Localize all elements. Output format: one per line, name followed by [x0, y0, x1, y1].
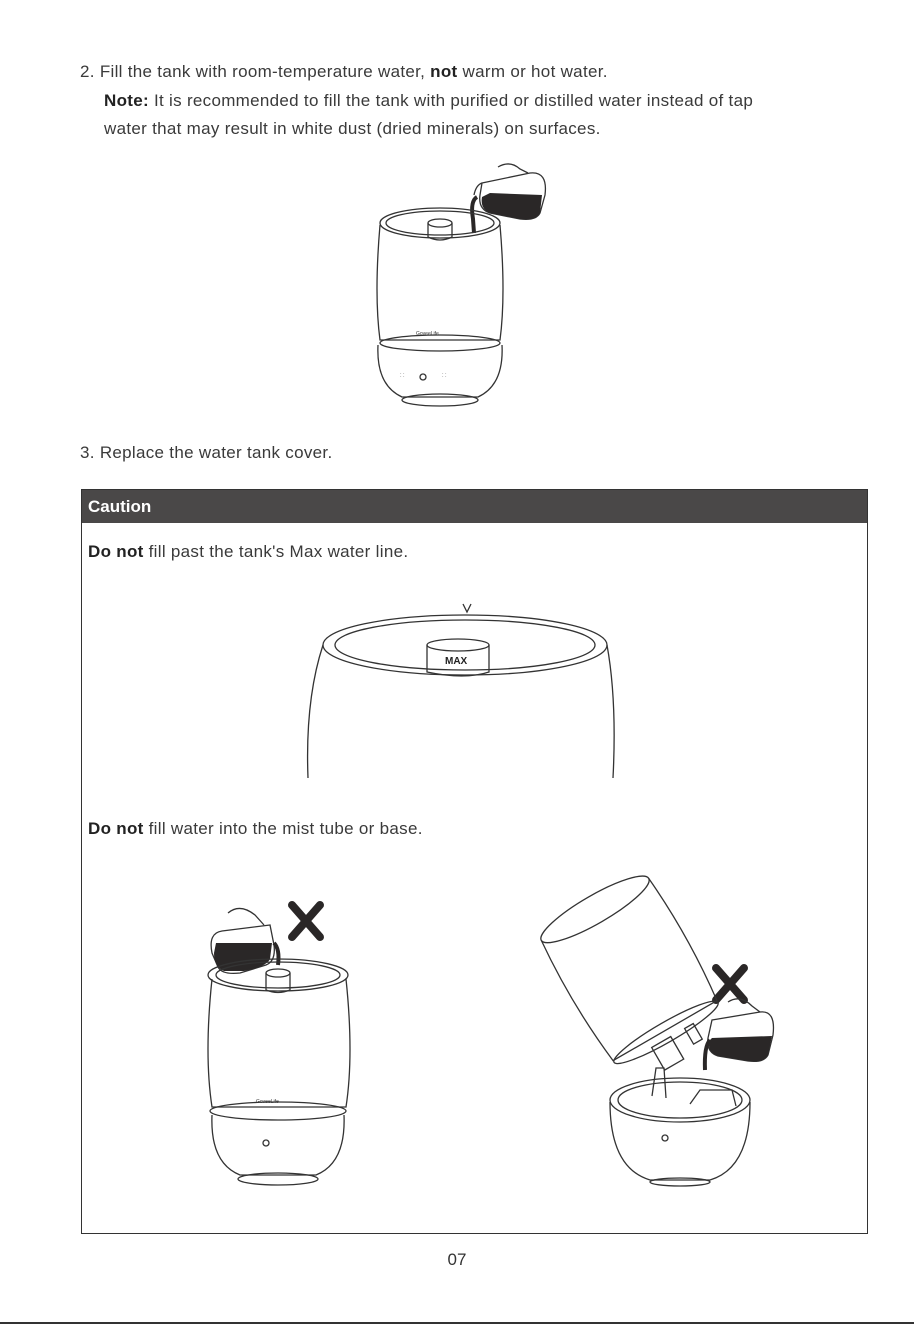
caution-item-2: [88, 818, 423, 840]
step-number: 2.: [80, 62, 95, 81]
base-wrong-illustration: [540, 890, 780, 1190]
step3-line: [80, 442, 332, 464]
step-number: 3.: [80, 443, 95, 462]
svg-text:⁚ ⁚: ⁚ ⁚: [442, 373, 447, 379]
max-label: MAX: [445, 656, 468, 667]
step2-text-before: Fill the tank with room-temperature water,: [99, 62, 431, 81]
pitcher-icon: [472, 164, 545, 233]
cross-mark-icon: [716, 968, 744, 1000]
step2-text-after: warm or hot water.: [457, 62, 608, 81]
caution-item-1-text: fill past the tank's Max water line.: [143, 542, 409, 561]
cross-mark-icon: [292, 905, 320, 937]
step2-bold: not: [430, 62, 458, 81]
note-line-2: [104, 118, 601, 140]
caution-item-2-text: fill water into the mist tube or base.: [143, 819, 423, 838]
page-number: 07: [447, 1250, 467, 1269]
brand-label: GoveeLife: [416, 331, 439, 337]
caution-title: Caution: [82, 490, 867, 523]
brand-label: GoveeLife: [256, 1099, 279, 1105]
note-label: Note:: [104, 91, 149, 110]
mist-tube-wrong-illustration: [200, 895, 360, 1195]
note-text-2: water that may result in white dust (dried minerals) on surfaces.: [104, 119, 601, 138]
note-text-1: It is recommended to fill the tank with purified or distilled water instead of tap: [148, 91, 754, 110]
svg-text:⁚ ⁚: ⁚ ⁚: [400, 373, 405, 379]
step3-text: Replace the water tank cover.: [99, 443, 333, 462]
caution-item-1-bold: Do not: [88, 542, 144, 561]
humidifier-filling-illustration: [370, 155, 570, 415]
step2-line: [80, 61, 608, 83]
caution-item-2-bold: Do not: [88, 819, 144, 838]
note-line-1: [104, 90, 753, 112]
max-line-illustration: [305, 600, 605, 780]
caution-item-1: [88, 541, 408, 563]
